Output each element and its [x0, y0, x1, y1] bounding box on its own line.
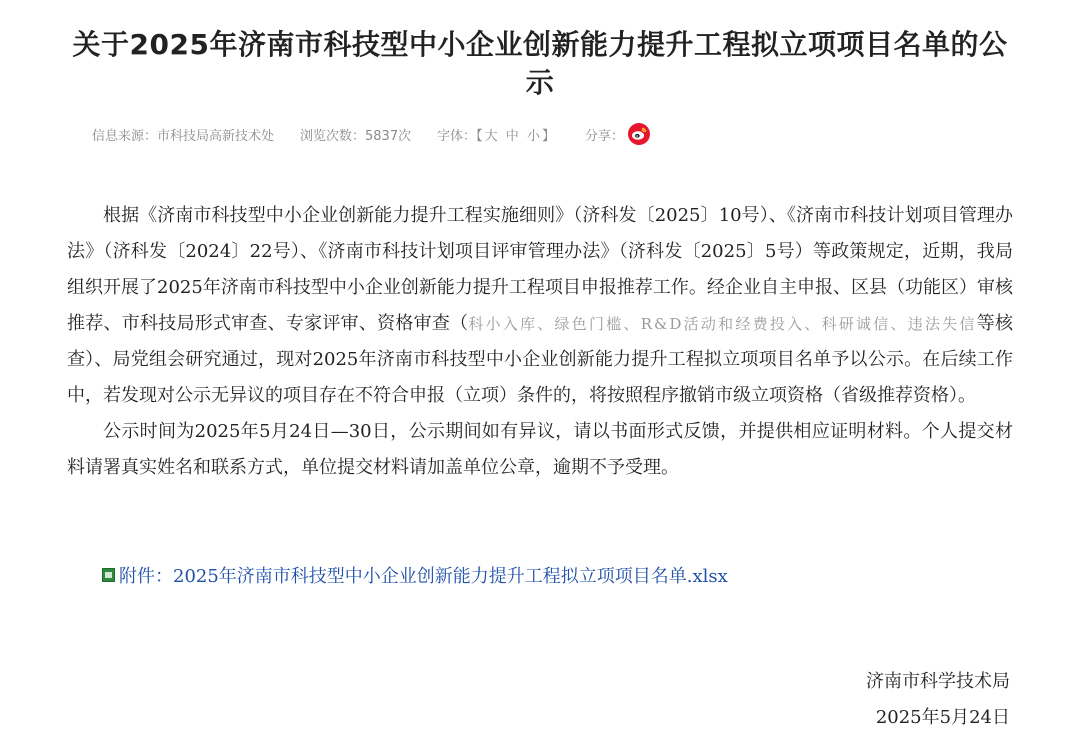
share-label: 分享：: [584, 128, 624, 144]
font-bracket-close: 】: [541, 128, 555, 144]
font-size-label: 字体：: [437, 128, 477, 144]
font-bracket-open: 【: [476, 128, 483, 144]
body-paragraph-2: 公示时间为2025年5月24日—30日，公示期间如有异议，请以书面形式反馈，并提供相应证明材料。个人提交材料请署真实姓名和联系方式，单位提交材料请加盖单位公章，逾期不予受理。: [67, 421, 1013, 478]
signature-date: 2025年5月24日: [875, 707, 1010, 728]
paragraph-1-tail: 等核查）、局党组会研究通过，现对2025年济南市科技型中小企业创新能力提升工程拟立项项目名单予以公示。在后续工作中，若发现对公示无异议的项目存在不符合申报（立项）条件的，将按照程序撤销市级立项资格（省级推荐资格）。: [67, 313, 1013, 406]
attachment-link[interactable]: [119, 562, 728, 588]
attachment-filename: 2025年济南市科技型中小企业创新能力提升工程拟立项项目名单.xlsx: [173, 566, 728, 587]
font-size-small-button[interactable]: 小: [526, 128, 540, 144]
font-size-selector: [437, 125, 555, 144]
view-count: 浏览次数：5837次: [300, 128, 412, 144]
signature-block: [866, 664, 1010, 736]
font-size-medium-button[interactable]: 中: [505, 128, 519, 144]
signature-org: 济南市科学技术局: [866, 671, 1010, 692]
info-source: 信息来源：市科技局高新技术处: [92, 128, 275, 144]
paragraph-1-main: 根据《济南市科技型中小企业创新能力提升工程实施细则》（济科发〔2025〕10号）、《济南市科技计划项目管理办法》（济科发〔2024〕22号）、《济南市科技计划项目评审管理办法》（济科发〔2025〕5号）等政策规定，近期，我局组织开展了2025年济南市科技型中小企业创新能力提升工程项目申报推荐工作。经企业自主申报、区县（功能区）审核推荐、市科技局形式审查、专家评审、资格审查（: [67, 205, 1013, 334]
attachment-row: [102, 560, 728, 590]
article-body: [67, 198, 1013, 486]
font-size-large-button[interactable]: 大: [484, 128, 498, 144]
page-title: 关于2025年济南市科技型中小企业创新能力提升工程拟立项项目名单的公示: [72, 28, 1008, 99]
excel-file-icon: [102, 568, 115, 582]
article-meta: [92, 122, 650, 146]
paragraph-1-check-items: 科小入库、绿色门槛、R&D活动和经费投入、科研诚信、违法失信: [468, 315, 977, 333]
attachment-label: 附件：: [119, 566, 173, 587]
body-paragraph-1: [67, 198, 1013, 414]
weibo-icon[interactable]: [628, 123, 650, 145]
